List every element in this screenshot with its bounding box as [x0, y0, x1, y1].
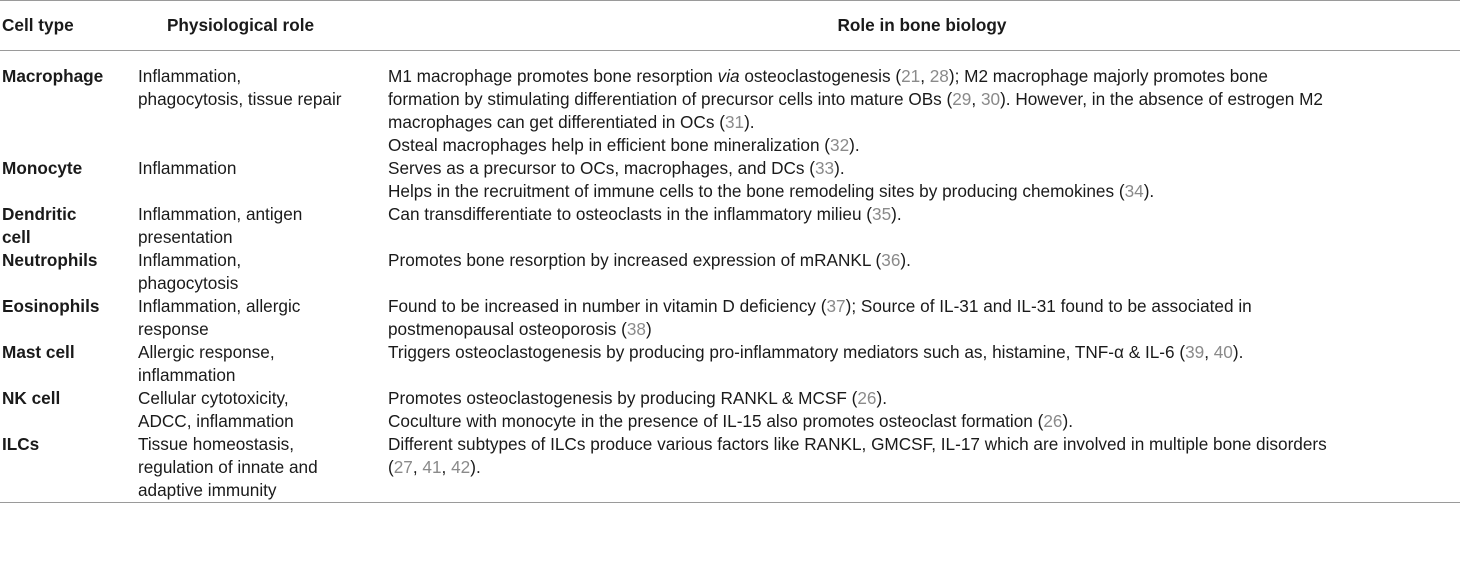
physiological-role-line: Inflammation, — [138, 250, 242, 270]
physiological-role-cell — [135, 295, 384, 341]
text-segment: ). — [849, 135, 860, 155]
physiological-role-line: Inflammation, — [138, 66, 242, 86]
physiological-role-line: phagocytosis — [138, 273, 239, 293]
reference-link[interactable]: 32 — [830, 135, 850, 155]
text-segment: ). — [891, 204, 902, 224]
bone-role-line — [388, 157, 1458, 180]
bone-role-line — [388, 410, 1458, 433]
reference-link[interactable]: 35 — [872, 204, 892, 224]
cell-type-line: Mast cell — [2, 342, 75, 362]
text-segment: postmenopausal osteoporosis ( — [388, 319, 627, 339]
text-segment: ). However, in the absence of estrogen M2 — [1000, 89, 1323, 109]
physiological-role-cell — [135, 157, 384, 203]
text-segment: ). — [470, 457, 481, 477]
reference-link[interactable]: 21 — [901, 66, 921, 86]
physiological-role-line: presentation — [138, 227, 233, 247]
reference-link[interactable]: 29 — [952, 89, 972, 109]
cell-type-line: NK cell — [2, 388, 61, 408]
table-row — [0, 341, 1460, 387]
physiological-role-cell — [135, 203, 384, 249]
bone-role-cell — [384, 387, 1460, 433]
text-segment: ). — [1143, 181, 1155, 201]
table-row — [0, 157, 1460, 203]
text-segment: macrophages can get differentiated in OCs ( — [388, 112, 725, 132]
physiological-role-line: ADCC, inflammation — [138, 411, 294, 431]
text-segment: ); M2 macrophage majorly promotes bone — [948, 66, 1268, 86]
text-segment: Found to be increased in number in vitamin D deficiency ( — [388, 296, 827, 316]
reference-link[interactable]: 27 — [393, 457, 413, 477]
bone-role-line — [388, 341, 1458, 364]
bone-role-cell — [384, 341, 1460, 387]
bone-role-cell — [384, 433, 1460, 503]
cell-type-name — [0, 433, 135, 503]
text-segment: ). — [1062, 411, 1073, 431]
text-segment: Serves as a precursor to OCs, macrophages, and DCs ( — [388, 158, 815, 178]
bone-role-line — [388, 433, 1458, 456]
cell-type-name — [0, 157, 135, 203]
cell-type-name — [0, 51, 135, 158]
cell-type-line: Dendritic — [2, 204, 77, 224]
text-segment: , — [441, 457, 452, 477]
text-segment: Coculture with monocyte in the presence of IL-15 also promotes osteoclast formation ( — [388, 411, 1044, 431]
table-row — [0, 433, 1460, 503]
cell-type-name — [0, 203, 135, 249]
reference-link[interactable]: 34 — [1124, 181, 1144, 201]
bone-role-line — [388, 203, 1458, 226]
table-row — [0, 387, 1460, 433]
bone-role-line — [388, 249, 1458, 272]
text-segment: M1 macrophage promotes bone resorption — [388, 66, 718, 86]
bone-role-cell — [384, 51, 1460, 158]
physiological-role-line: Inflammation, antigen — [138, 204, 303, 224]
reference-link[interactable]: 31 — [724, 112, 745, 132]
text-segment: ). — [834, 158, 845, 178]
table-row — [0, 51, 1460, 158]
text-segment: , — [412, 457, 423, 477]
text-segment: Can transdifferentiate to osteoclasts in the inflammatory milieu ( — [388, 204, 873, 224]
bone-role-line — [388, 134, 1458, 157]
physiological-role-line: Inflammation — [138, 158, 237, 178]
cell-type-line: Monocyte — [2, 158, 83, 178]
text-segment: ( — [388, 457, 394, 477]
cell-type-name — [0, 295, 135, 341]
reference-link[interactable]: 33 — [815, 158, 835, 178]
physiological-role-cell — [135, 341, 384, 387]
text-segment: ). — [744, 112, 755, 132]
physiological-role-line: phagocytosis, tissue repair — [138, 89, 342, 109]
bone-role-line — [388, 387, 1458, 410]
physiological-role-line: Allergic response, — [138, 342, 275, 362]
cell-type-line: Macrophage — [2, 66, 104, 86]
bone-role-cell — [384, 203, 1460, 249]
reference-link[interactable]: 38 — [626, 319, 646, 339]
reference-link[interactable]: 28 — [929, 66, 949, 86]
cell-type-line: ILCs — [2, 434, 40, 454]
text-segment: Promotes osteoclastogenesis by producing RANKL & MCSF ( — [388, 388, 858, 408]
text-segment: ) — [645, 319, 652, 339]
cell-type-name — [0, 341, 135, 387]
header-bone-role: Role in bone biology — [384, 1, 1460, 51]
bone-role-line — [388, 111, 1458, 134]
physiological-role-line: Tissue homeostasis, — [138, 434, 295, 454]
text-segment: formation by stimulating differentiation of precursor cells into mature OBs ( — [388, 89, 953, 109]
table-row — [0, 295, 1460, 341]
cell-type-line: cell — [2, 227, 31, 247]
reference-link[interactable]: 40 — [1213, 342, 1233, 362]
header-row — [0, 1, 1460, 51]
physiological-role-cell — [135, 387, 384, 433]
text-segment: , — [1204, 342, 1214, 362]
physiological-role-line: response — [138, 319, 209, 339]
cell-type-name — [0, 387, 135, 433]
text-segment: ). — [876, 388, 887, 408]
header-physiological-role: Physiological role — [135, 1, 384, 51]
text-segment: Triggers osteoclastogenesis by producing pro-inflammatory mediators such as, histamine, TNF-α & IL-6 ( — [388, 342, 1186, 362]
cell-type-line: Eosinophils — [2, 296, 100, 316]
table-body — [0, 51, 1460, 503]
text-segment: ). — [1232, 342, 1244, 362]
reference-link[interactable]: 26 — [857, 388, 877, 408]
text-segment: Different subtypes of ILCs produce various factors like RANKL, GMCSF, IL-17 which are involved in multiple bone disorders — [388, 434, 1327, 454]
bone-role-line — [388, 456, 1458, 479]
bone-role-line — [388, 295, 1458, 318]
reference-link[interactable]: 30 — [980, 89, 1001, 109]
text-segment: Osteal macrophages help in efficient bone mineralization ( — [388, 135, 831, 155]
reference-link[interactable]: 26 — [1043, 411, 1063, 431]
physiological-role-line: regulation of innate and — [138, 457, 318, 477]
reference-link[interactable]: 42 — [451, 457, 471, 477]
bone-role-line — [388, 180, 1458, 203]
reference-link[interactable]: 41 — [422, 457, 442, 477]
cell-type-line: Neutrophils — [2, 250, 98, 270]
bone-role-line — [388, 88, 1458, 111]
table-row — [0, 203, 1460, 249]
cell-type-name — [0, 249, 135, 295]
text-segment: ). — [900, 250, 911, 270]
bone-role-line — [388, 65, 1458, 88]
physiological-role-line: adaptive immunity — [138, 480, 277, 500]
reference-link[interactable]: 36 — [881, 250, 901, 270]
physiological-role-line: Inflammation, allergic — [138, 296, 301, 316]
bone-role-cell — [384, 157, 1460, 203]
italic-text: via — [717, 66, 740, 86]
physiological-role-cell — [135, 249, 384, 295]
reference-link[interactable]: 39 — [1185, 342, 1205, 362]
text-segment: , — [971, 89, 981, 109]
text-segment: Promotes bone resorption by increased expression of mRANKL ( — [388, 250, 882, 270]
text-segment: osteoclastogenesis ( — [739, 66, 902, 86]
physiological-role-line: inflammation — [138, 365, 236, 385]
header-cell-type: Cell type — [0, 1, 135, 51]
physiological-role-line: Cellular cytotoxicity, — [138, 388, 289, 408]
bone-role-line — [388, 318, 1458, 341]
bone-role-cell — [384, 249, 1460, 295]
bone-role-cell — [384, 295, 1460, 341]
text-segment: Helps in the recruitment of immune cells to the bone remodeling sites by producing chemokines ( — [388, 181, 1125, 201]
table-row — [0, 249, 1460, 295]
text-segment: ); Source of IL-31 and IL-31 found to be associated in — [845, 296, 1252, 316]
reference-link[interactable]: 37 — [826, 296, 846, 316]
physiological-role-cell — [135, 51, 384, 158]
physiological-role-cell — [135, 433, 384, 503]
text-segment: , — [920, 66, 930, 86]
